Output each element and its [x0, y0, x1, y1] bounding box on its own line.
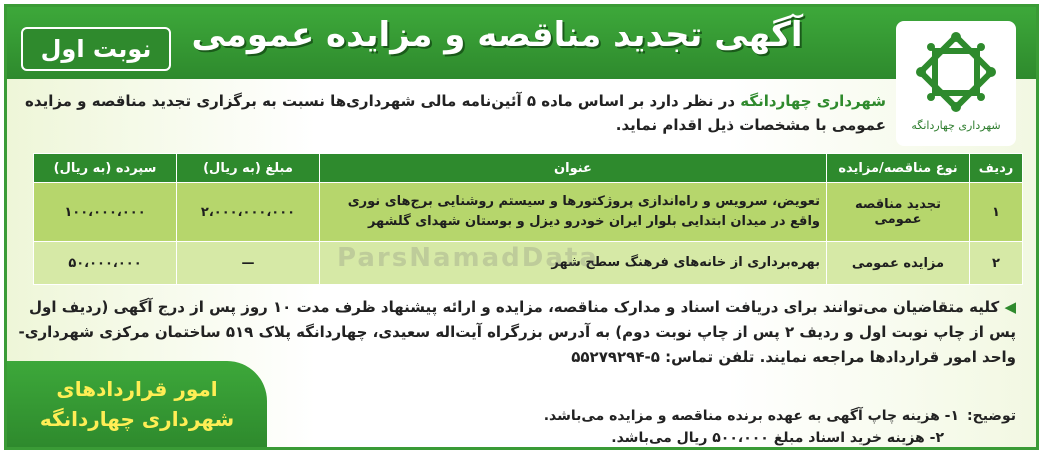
note-line-2 — [376, 427, 1016, 449]
col-row-header: ردیف — [970, 154, 1023, 183]
triangle-bullet-icon: ◀ — [1004, 298, 1016, 316]
cell-row: ۲ — [970, 242, 1023, 285]
footer-line-2: شهرداری چهاردانگه — [39, 407, 235, 431]
notes-section — [376, 405, 1016, 449]
col-type-header: نوع مناقصه/مزایده — [827, 154, 970, 183]
first-notice-badge: نوبت اول — [21, 27, 171, 71]
intro-brand: شهرداری چهاردانگه — [740, 92, 886, 110]
cell-deposit: ۱۰۰،۰۰۰،۰۰۰ — [34, 183, 177, 242]
note-item: ۱- هزینه چاپ آگهی به عهده برنده مناقصه و مزایده می‌باشد. — [543, 408, 960, 424]
col-amount-header: مبلغ (به ریال) — [177, 154, 320, 183]
table-row — [34, 183, 1023, 242]
cell-type: تجدید مناقصه عمومی — [827, 183, 970, 242]
note-line-1 — [376, 405, 1016, 427]
conditions-paragraph — [16, 295, 1016, 370]
cell-deposit: ۵۰،۰۰۰،۰۰۰ — [34, 242, 177, 285]
intro-paragraph — [16, 89, 886, 137]
intro-text: در نظر دارد بر اساس ماده ۵ آئین‌نامه مالی شهرداری‌ها نسبت به برگزاری تجدید مناقصه و مزایده عمومی با مشخصات ذیل اقدام نماید. — [25, 92, 886, 134]
cell-title: بهره‌برداری از خانه‌های فرهنگ سطح شهر — [320, 242, 827, 285]
announcement-title: آگهی تجدید مناقصه و مزایده عمومی — [191, 15, 803, 55]
col-deposit-header: سپرده (به ریال) — [34, 154, 177, 183]
col-title-header: عنوان — [320, 154, 827, 183]
logo-caption: شهرداری چهاردانگه — [911, 119, 1001, 132]
municipality-logo — [896, 21, 1016, 146]
cell-amount: ۲،۰۰۰،۰۰۰،۰۰۰ — [177, 183, 320, 242]
cell-amount: — — [177, 242, 320, 285]
announcement-frame — [4, 4, 1039, 450]
municipality-emblem-icon — [911, 27, 1001, 117]
conditions-text: کلیه متقاضیان می‌توانند برای دریافت اسناد و مدارک مناقصه، مزایده و ارائه پیشنهاد ظرف مدت ۱۰ روز پس از درج آگهی (ردیف اول پس از چاپ نوبت اول و ردیف ۲ پس از چاپ نوبت دوم) به آدرس بزرگراه آیت‌اله سعیدی، چهاردانگه پلاک ۵۱۹ ساختمان مرکزی شهرداری- واحد امور قراردادها مراجعه نمایند. تلفن تماس: ۵-۵۵۲۷۹۲۹۴ — [18, 298, 1016, 366]
watermark: ParsNamadData — [337, 243, 599, 273]
footer-line-1: امور قراردادهای — [56, 377, 218, 401]
cell-title: تعویض، سرویس و راه‌اندازی پروژکتورها و سیستم روشنایی برج‌های نوری واقع در میدان ابتدایی بلوار ایران خودرو دیزل و بوستان شهدای گلشهر — [320, 183, 827, 242]
cell-type: مزایده عمومی — [827, 242, 970, 285]
cell-row: ۱ — [970, 183, 1023, 242]
notes-label: توضیح: — [967, 408, 1016, 424]
note-item: ۲- هزینه خرید اسناد مبلغ ۵۰۰،۰۰۰ ریال می‌باشد. — [611, 430, 944, 446]
table-header-row — [34, 154, 1023, 183]
contracts-department-box — [7, 361, 267, 447]
